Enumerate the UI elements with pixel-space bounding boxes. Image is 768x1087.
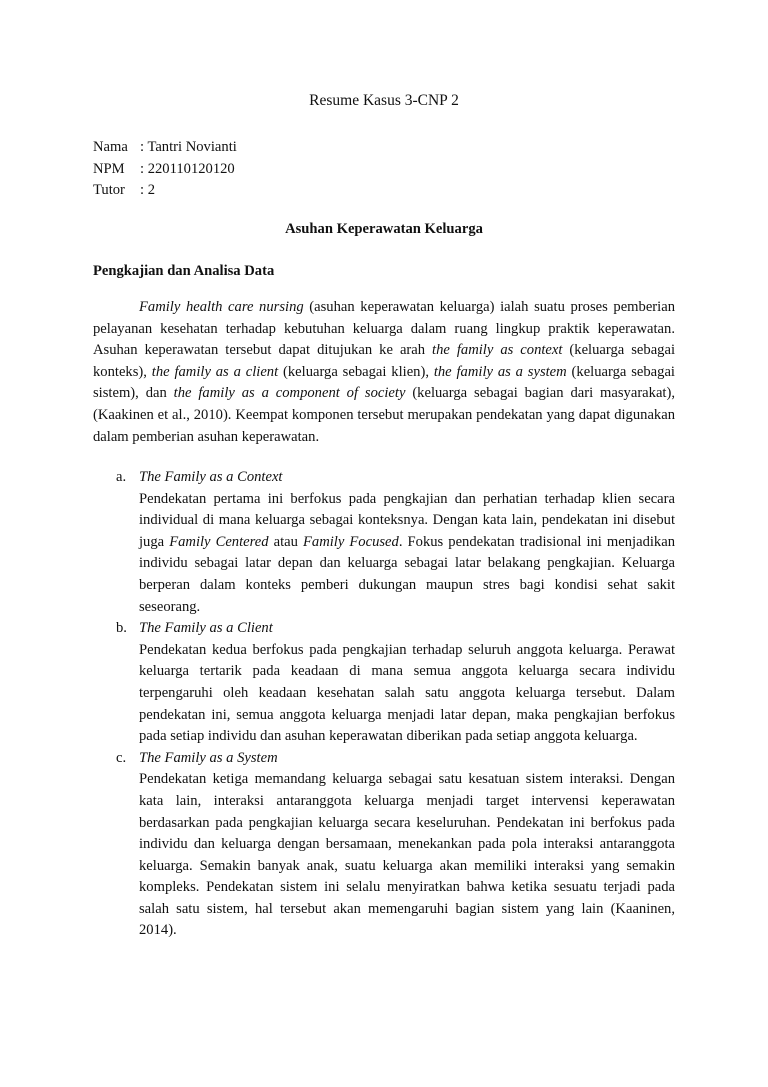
approach-list <box>93 467 675 942</box>
item-text: Family Centered <box>169 533 269 550</box>
list-item <box>93 748 675 942</box>
section-heading: Pengkajian dan Analisa Data <box>93 263 275 279</box>
item-text: atau <box>268 533 303 550</box>
intro-text: (keluarga sebagai klien), <box>278 363 434 380</box>
item-title: The Family as a System <box>139 749 278 766</box>
list-marker: c. <box>116 749 127 766</box>
info-label: NPM <box>93 160 125 177</box>
list-marker: b. <box>116 620 127 637</box>
item-title: The Family as a Client <box>139 620 273 637</box>
item-text: . Fokus pendekatan tradisional ini menjadikan individu sebagai latar depan dan keluarga sebagai latar belakang pengkajian. Keluarga berperan dalam konteks pemberi dukungan maupun stres bagi kondisi sehat sakit seseorang. <box>139 533 675 615</box>
info-row-tutor <box>93 180 237 202</box>
info-value: : Tantri Novianti <box>140 139 237 155</box>
intro-text: the family as a system <box>433 363 567 380</box>
intro-paragraph <box>93 297 675 448</box>
intro-text: (keluarga sebagai sistem), dan <box>93 363 675 402</box>
item-body <box>139 489 675 619</box>
list-item <box>93 618 675 748</box>
intro-text: (keluarga sebagai konteks), <box>93 342 676 380</box>
list-item <box>93 467 675 618</box>
main-heading: Asuhan Keperawatan Keluarga <box>285 221 483 237</box>
info-label: Tutor <box>93 182 125 198</box>
student-info <box>93 137 237 202</box>
intro-text: (keluarga sebagai bagian dari masyarakat), (Kaakinen et al., 2010). Keempat komponen tersebut merupakan pendekatan yang dapat digunakan dalam pemberian asuhan keperawatan. <box>93 385 675 445</box>
item-text: Family Focused <box>302 533 399 550</box>
intro-text: the family as context <box>432 342 563 359</box>
info-value: : 220110120120 <box>140 160 235 177</box>
list-marker: a. <box>116 469 127 485</box>
item-text: Pendekatan pertama ini berfokus pada pengkajian dan perhatian terhadap klien secara individual di mana keluarga sebagai konteksnya. Dengan kata lain, pendekatan ini disebut juga <box>139 490 675 550</box>
item-body: Pendekatan kedua berfokus pada pengkajian terhadap seluruh anggota keluarga. Perawat keluarga tertarik pada keadaan di mana semua anggota keluarga secara individu terpengaruhi oleh keadaan kesehatan salah satu anggota keluarga tersebut. Dalam pendekatan ini, semua anggota keluarga menjadi latar depan, maka pengkajian berfokus pada setiap individu dan asuhan keperawatan diberikan pada setiap anggota keluarga. <box>139 641 675 745</box>
intro-text: (asuhan keperawatan keluarga) ialah suatu proses pemberian pelayanan kesehatan terhadap kebutuhan keluarga dalam ruang lingkup praktik keperawatan. Asuhan keperawatan tersebut dapat ditujukan ke arah <box>93 299 675 359</box>
info-label: Nama <box>93 139 128 155</box>
intro-text: Family health care nursing <box>139 299 304 315</box>
info-row-nama <box>93 137 237 159</box>
item-body: Pendekatan ketiga memandang keluarga sebagai satu kesatuan sistem interaksi. Dengan kata lain, interaksi antaranggota keluarga menjadi target intervensi keperawatan berdasarkan pada pengkajian keluarga secara keseluruhan. Pendekatan ini berfokus pada individu dan keluarga dengan bersamaan, menekankan pada pola interaksi antaranggota keluarga. Semakin banyak anak, suatu keluarga akan memiliki interaksi yang semakin kompleks. Pendekatan sistem ini selalu menyiratkan bahwa ketika sesuatu terjadi pada salah satu sistem, hal tersebut akan memengaruhi bagian sistem yang lain (Kaaninen, 2014). <box>139 771 675 939</box>
intro-text: the family as a component of society <box>173 385 406 402</box>
info-value: : 2 <box>140 182 155 198</box>
page-title: Resume Kasus 3-CNP 2 <box>309 92 459 109</box>
item-title: The Family as a Context <box>139 469 283 485</box>
info-row-npm <box>93 159 237 181</box>
intro-text: the family as a client <box>151 363 279 380</box>
